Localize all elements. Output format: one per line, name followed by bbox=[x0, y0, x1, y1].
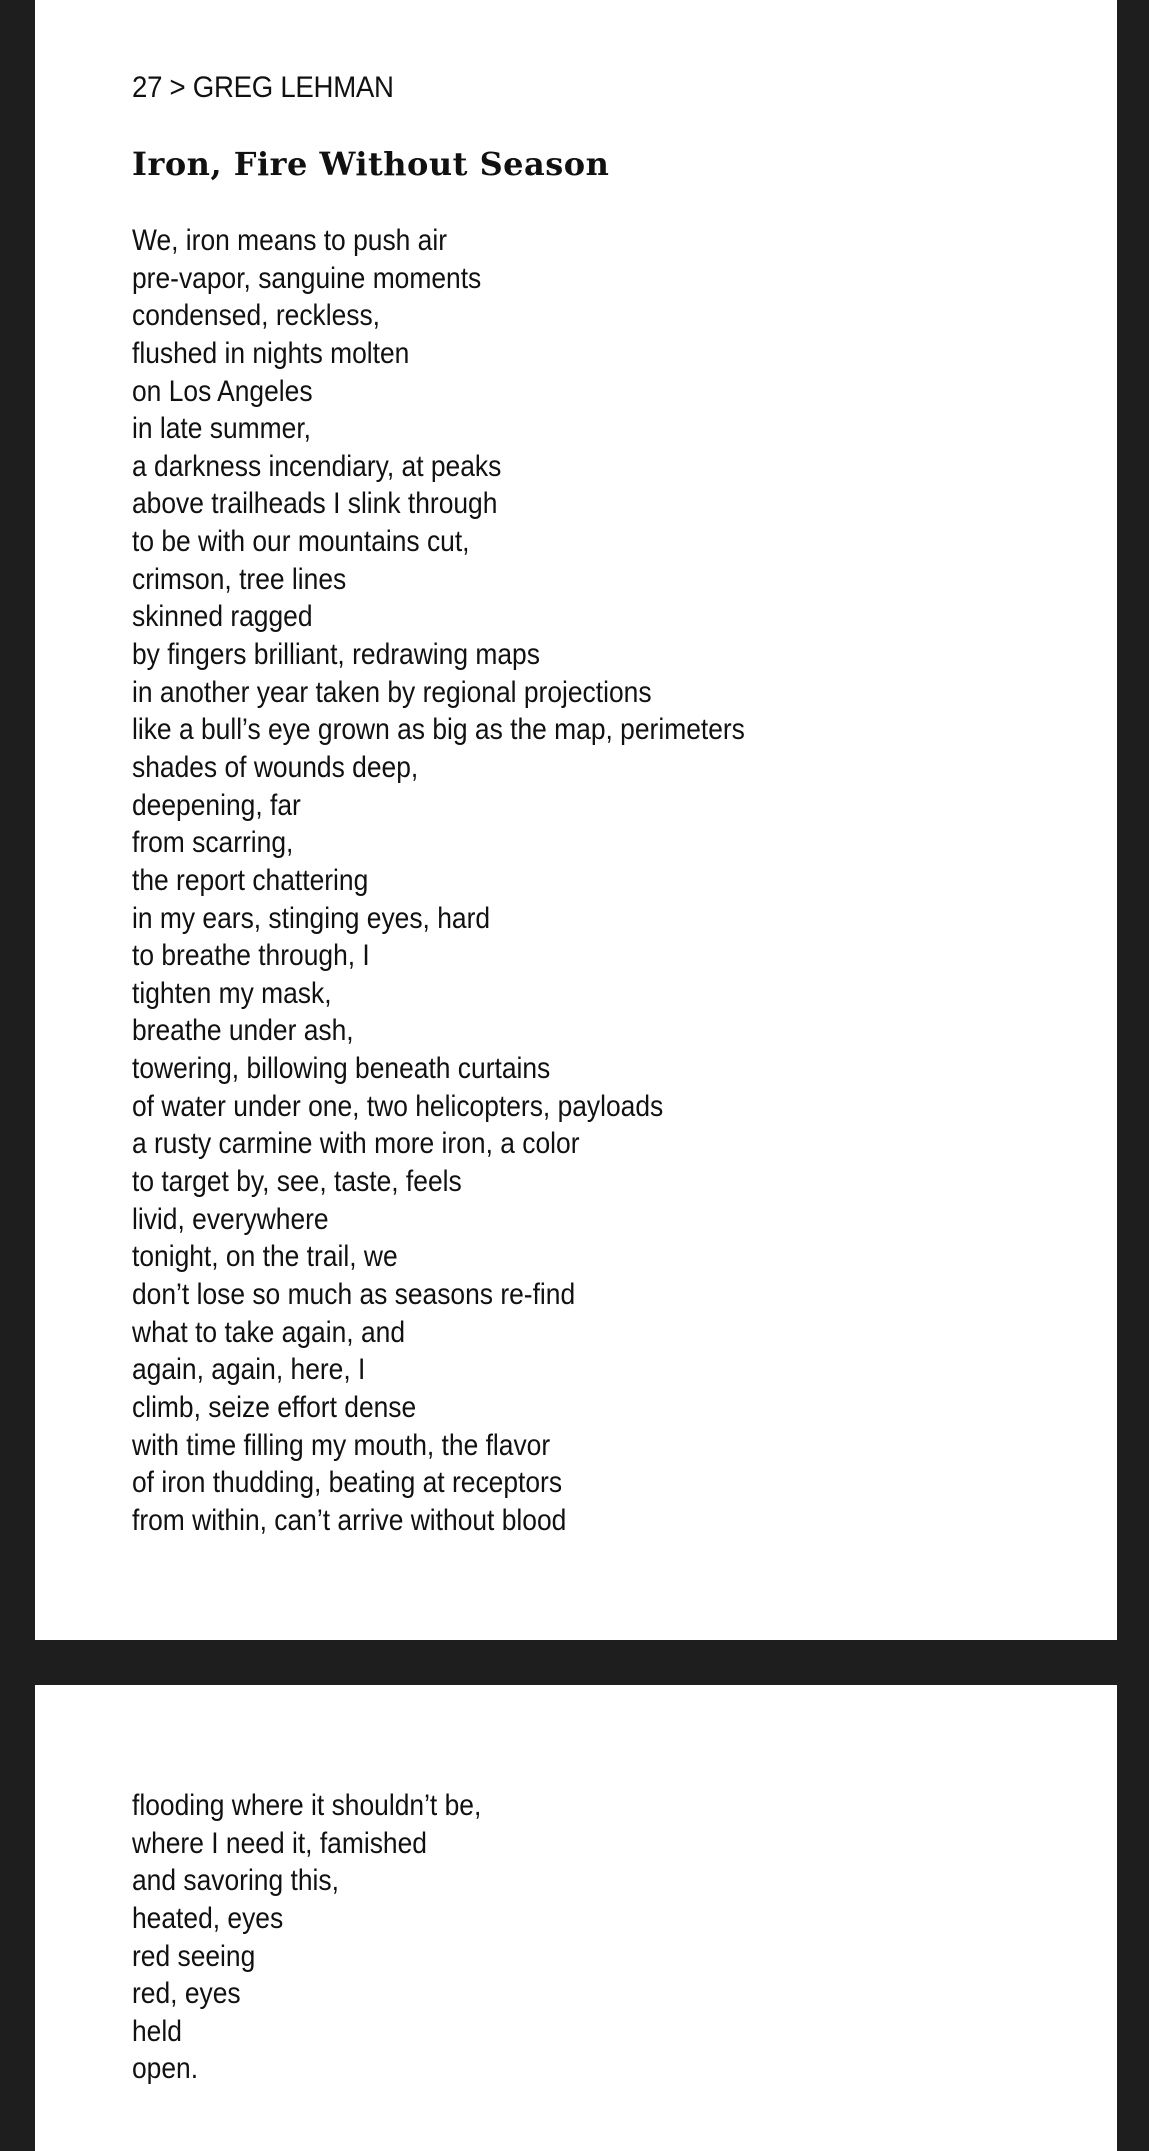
poem-line: again, again, here, I bbox=[132, 1353, 366, 1387]
poem-body bbox=[132, 222, 828, 1539]
document-page-2 bbox=[35, 1685, 1117, 2151]
poem-title: Iron, Fire Without Season bbox=[132, 145, 610, 183]
page-header: 27 > GREG LEHMAN bbox=[132, 71, 394, 104]
poem-line: of iron thudding, beating at receptors bbox=[132, 1466, 563, 1500]
poem-line: don’t lose so much as seasons re-find bbox=[132, 1277, 576, 1311]
poem-line: what to take again, and bbox=[132, 1315, 406, 1349]
poem-line: the report chattering bbox=[132, 863, 369, 897]
poem-line: red, eyes bbox=[132, 1977, 241, 2011]
poem-line: of water under one, two helicopters, payloads bbox=[132, 1089, 664, 1123]
poem-line: deepening, far bbox=[132, 788, 301, 822]
poem-line: and savoring this, bbox=[132, 1864, 339, 1898]
poem-line: held bbox=[132, 2014, 182, 2048]
poem-line: in another year taken by regional projections bbox=[132, 675, 652, 709]
poem-line: flooding where it shouldn’t be, bbox=[132, 1789, 482, 1822]
poem-line: on Los Angeles bbox=[132, 374, 313, 408]
poem-line: to breathe through, I bbox=[132, 939, 370, 973]
poem-line: where I need it, famished bbox=[132, 1826, 427, 1860]
poem-line: in late summer, bbox=[132, 412, 312, 446]
poem-line: tonight, on the trail, we bbox=[132, 1240, 398, 1274]
document-page-1 bbox=[35, 0, 1117, 1640]
poem-line: livid, everywhere bbox=[132, 1202, 329, 1236]
poem-line: heated, eyes bbox=[132, 1901, 284, 1935]
poem-line: skinned ragged bbox=[132, 600, 313, 634]
poem-line: flushed in nights molten bbox=[132, 336, 410, 370]
poem-line: by fingers brilliant, redrawing maps bbox=[132, 638, 540, 672]
poem-line: climb, seize effort dense bbox=[132, 1390, 417, 1424]
poem-body-continued bbox=[132, 1787, 529, 2088]
poem-line: shades of wounds deep, bbox=[132, 750, 419, 784]
poem-line: with time filling my mouth, the flavor bbox=[132, 1428, 551, 1462]
poem-line: to target by, see, taste, feels bbox=[132, 1165, 462, 1199]
poem-line: condensed, reckless, bbox=[132, 299, 381, 333]
poem-line: like a bull’s eye grown as big as the map, perimeters bbox=[132, 713, 745, 747]
poem-line: from scarring, bbox=[132, 826, 294, 860]
poem-line: red seeing bbox=[132, 1939, 256, 1973]
poem-line: a darkness incendiary, at peaks bbox=[132, 449, 502, 483]
poem-line: pre-vapor, sanguine moments bbox=[132, 261, 482, 295]
poem-line: to be with our mountains cut, bbox=[132, 525, 470, 559]
poem-line: open. bbox=[132, 2052, 199, 2086]
poem-line: a rusty carmine with more iron, a color bbox=[132, 1127, 580, 1161]
poem-line: crimson, tree lines bbox=[132, 562, 347, 596]
poem-line: towering, billowing beneath curtains bbox=[132, 1052, 551, 1086]
poem-line: We, iron means to push air bbox=[132, 224, 447, 257]
poem-line: from within, can’t arrive without blood bbox=[132, 1503, 567, 1537]
poem-line: in my ears, stinging eyes, hard bbox=[132, 901, 491, 935]
poem-line: above trailheads I slink through bbox=[132, 487, 498, 521]
poem-line: tighten my mask, bbox=[132, 976, 332, 1010]
poem-line: breathe under ash, bbox=[132, 1014, 354, 1048]
